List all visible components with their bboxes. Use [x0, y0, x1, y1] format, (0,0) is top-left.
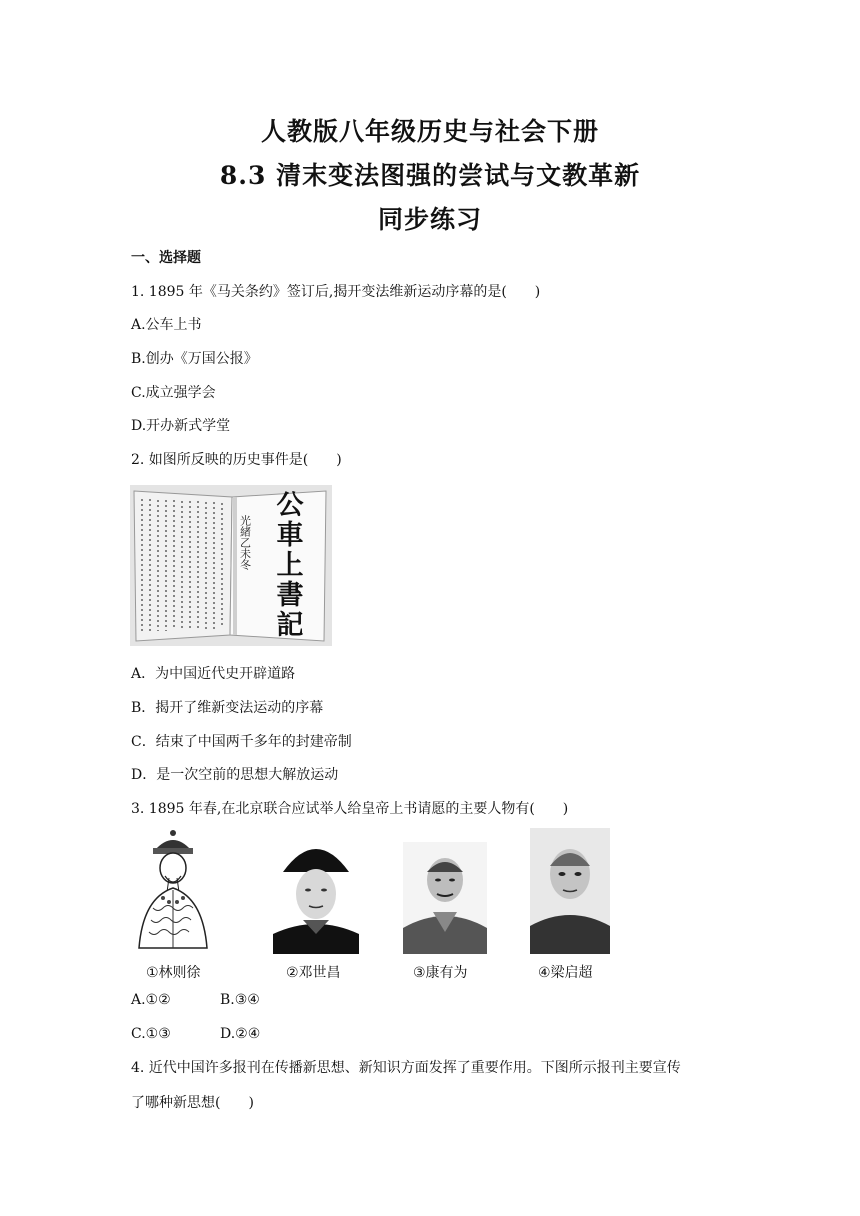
q2-image-side-text: 光緒乙未冬 [238, 515, 252, 570]
q2-stem: 2. 如图所反映的历史事件是( ) [131, 452, 342, 468]
q1-option-b: B.创办《万国公报》 [131, 351, 258, 367]
q3-option-b: B.③④ [220, 992, 260, 1008]
q2-image-char-4: 書 [276, 580, 304, 611]
q2-image-char-5: 記 [276, 610, 304, 641]
q4-stem-line1: 4. 近代中国许多报刊在传播新思想、新知识方面发挥了重要作用。下图所示报刊主要宣传 [131, 1060, 681, 1076]
q3-stem: 3. 1895 年春,在北京联合应试举人给皇帝上书请愿的主要人物有( ) [131, 801, 569, 817]
q3-portrait-deng-shichang [273, 834, 359, 954]
portrait-4-drawing [530, 828, 610, 954]
q3-option-a: A.①② [131, 992, 171, 1008]
q2-image-char-1: 公 [276, 490, 304, 521]
q3-option-c: C.①③ [131, 1026, 171, 1042]
q2-option-d: D．是一次空前的思想大解放运动 [131, 767, 339, 783]
doc-title-line3: 同步练习 [377, 205, 482, 234]
q2-option-a: A．为中国近代史开辟道路 [131, 666, 296, 682]
q3-portrait-kang-youwei [403, 842, 487, 954]
q3-caption-2: ②邓世昌 [286, 965, 341, 981]
q3-caption-4: ④梁启超 [538, 965, 593, 981]
doc-title-line1: 人教版八年级历史与社会下册 [260, 117, 599, 146]
q2-gongche-shangshu-image [130, 485, 332, 646]
section-heading: 一、选择题 [131, 250, 201, 266]
portrait-3-drawing [403, 842, 487, 954]
q2-image-char-3: 上 [276, 550, 304, 581]
q1-option-d: D.开办新式学堂 [131, 418, 231, 434]
q4-stem-line2: 了哪种新思想( ) [131, 1095, 254, 1111]
q3-caption-1: ①林则徐 [146, 965, 201, 981]
q1-option-a: A.公车上书 [131, 317, 202, 333]
portrait-1-drawing [133, 828, 213, 954]
doc-title-line2: 8.3 清末变法图强的尝试与文教革新 [219, 161, 641, 190]
q3-option-d: D.②④ [220, 1026, 261, 1042]
q3-caption-3: ③康有为 [413, 965, 468, 981]
portrait-2-drawing [273, 834, 359, 954]
q2-image-char-2: 車 [276, 520, 304, 551]
q2-option-b: B．揭开了维新变法运动的序幕 [131, 700, 324, 716]
q2-option-c: C．结束了中国两千多年的封建帝制 [131, 734, 352, 750]
q1-stem: 1. 1895 年《马关条约》签订后,揭开变法维新运动序幕的是( ) [131, 284, 541, 300]
q3-portrait-lin-zexu [133, 828, 213, 954]
q1-option-c: C.成立强学会 [131, 385, 216, 401]
q3-portrait-liang-qichao [530, 828, 610, 954]
